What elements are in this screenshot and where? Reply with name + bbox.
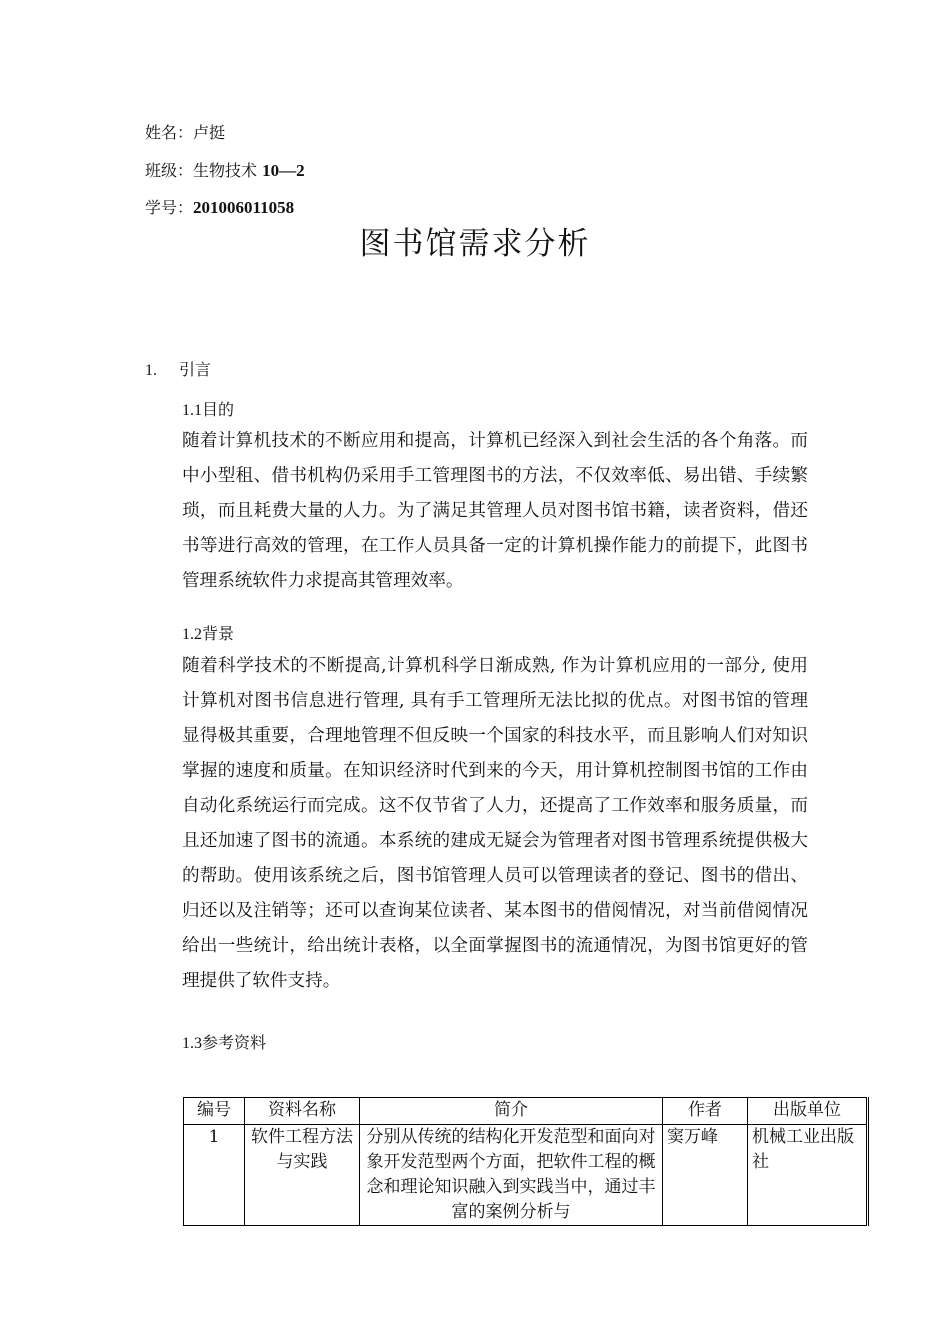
row-publisher: 机械工业出版社 (748, 1125, 868, 1226)
header-name: 资料名称 (245, 1098, 360, 1125)
section-1-3-number: 1.3 (182, 1035, 202, 1052)
section-1-3-title: 参考资料 (202, 1033, 267, 1052)
section-1-title: 引言 (179, 360, 212, 379)
section-1-1-number: 1.1 (182, 402, 202, 419)
document-title: 图书馆需求分析 (359, 226, 591, 262)
section-1-heading (145, 357, 211, 380)
header-publisher: 出版单位 (748, 1098, 868, 1125)
row-name: 软件工程方法与实践 (245, 1125, 360, 1226)
section-1-3-heading (182, 1030, 266, 1053)
id-value: 201006011058 (193, 198, 295, 217)
student-name-line (145, 123, 225, 143)
header-number: 编号 (184, 1098, 245, 1125)
class-label: 班级： (145, 161, 194, 180)
header-description: 简介 (360, 1098, 663, 1125)
header-author: 作者 (663, 1098, 748, 1125)
section-1-2-paragraph: 随着科学技术的不断提高,计算机科学日渐成熟, 作为计算机应用的一部分, 使用计算机对图书信息进行管理, 具有手工管理所无法比拟的优点。对图书馆的管理显得极其重要，合理地管理不但反映一个国家的科技水平，而且影响人们对知识掌握的速度和质量。在知识经济时代到来的今天，用计算机控制图书馆的工作由自动化系统运行而完成。这不仅节省了人力，还提高了工作效率和服务质量，而且还加速了图书的流通。本系统的建成无疑会为管理者对图书管理系统提供极大的帮助。使用该系统之后，图书馆管理人员可以管理读者的登记、图书的借出、归还以及注销等；还可以查询某位读者、某本图书的借阅情况，对当前借阅情况给出一些统计，给出统计表格，以全面掌握图书的流通情况，为图书馆更好的管理提供了软件支持。 (182, 656, 808, 991)
section-1-2-title: 背景 (202, 624, 235, 643)
section-1-1-paragraph: 随着计算机技术的不断应用和提高，计算机已经深入到社会生活的各个角落。而中小型租、借书机构仍采用手工管理图书的方法，不仅效率低、易出错、手续繁琐，而且耗费大量的人力。为了满足其管理人员对图书馆书籍，读者资料，借还书等进行高效的管理，在工作人员具备一定的计算机操作能力的前提下，此图书管理系统软件力求提高其管理效率。 (182, 431, 808, 591)
name-value: 卢挺 (193, 123, 226, 142)
reference-table (183, 1097, 869, 1226)
class-value-number: 10—2 (262, 161, 305, 180)
section-1-1-title: 目的 (202, 400, 235, 419)
class-value-prefix: 生物技术 (193, 161, 258, 180)
section-1-2-heading (182, 621, 234, 644)
id-label: 学号： (145, 198, 194, 217)
section-1-number: 1. (145, 362, 157, 379)
table-row (184, 1125, 868, 1226)
student-id-line (145, 198, 294, 218)
row-number: 1 (184, 1125, 245, 1226)
row-description: 分别从传统的结构化开发范型和面向对象开发范型两个方面，把软件工程的概念和理论知识融入到实践当中，通过丰富的案例分析与 (360, 1125, 663, 1226)
reference-table-header-row (184, 1098, 868, 1125)
student-class-line (145, 161, 305, 181)
section-1-1-heading (182, 397, 234, 420)
name-label: 姓名： (145, 123, 194, 142)
row-author: 窦万峰 (663, 1125, 748, 1226)
section-1-2-number: 1.2 (182, 626, 202, 643)
